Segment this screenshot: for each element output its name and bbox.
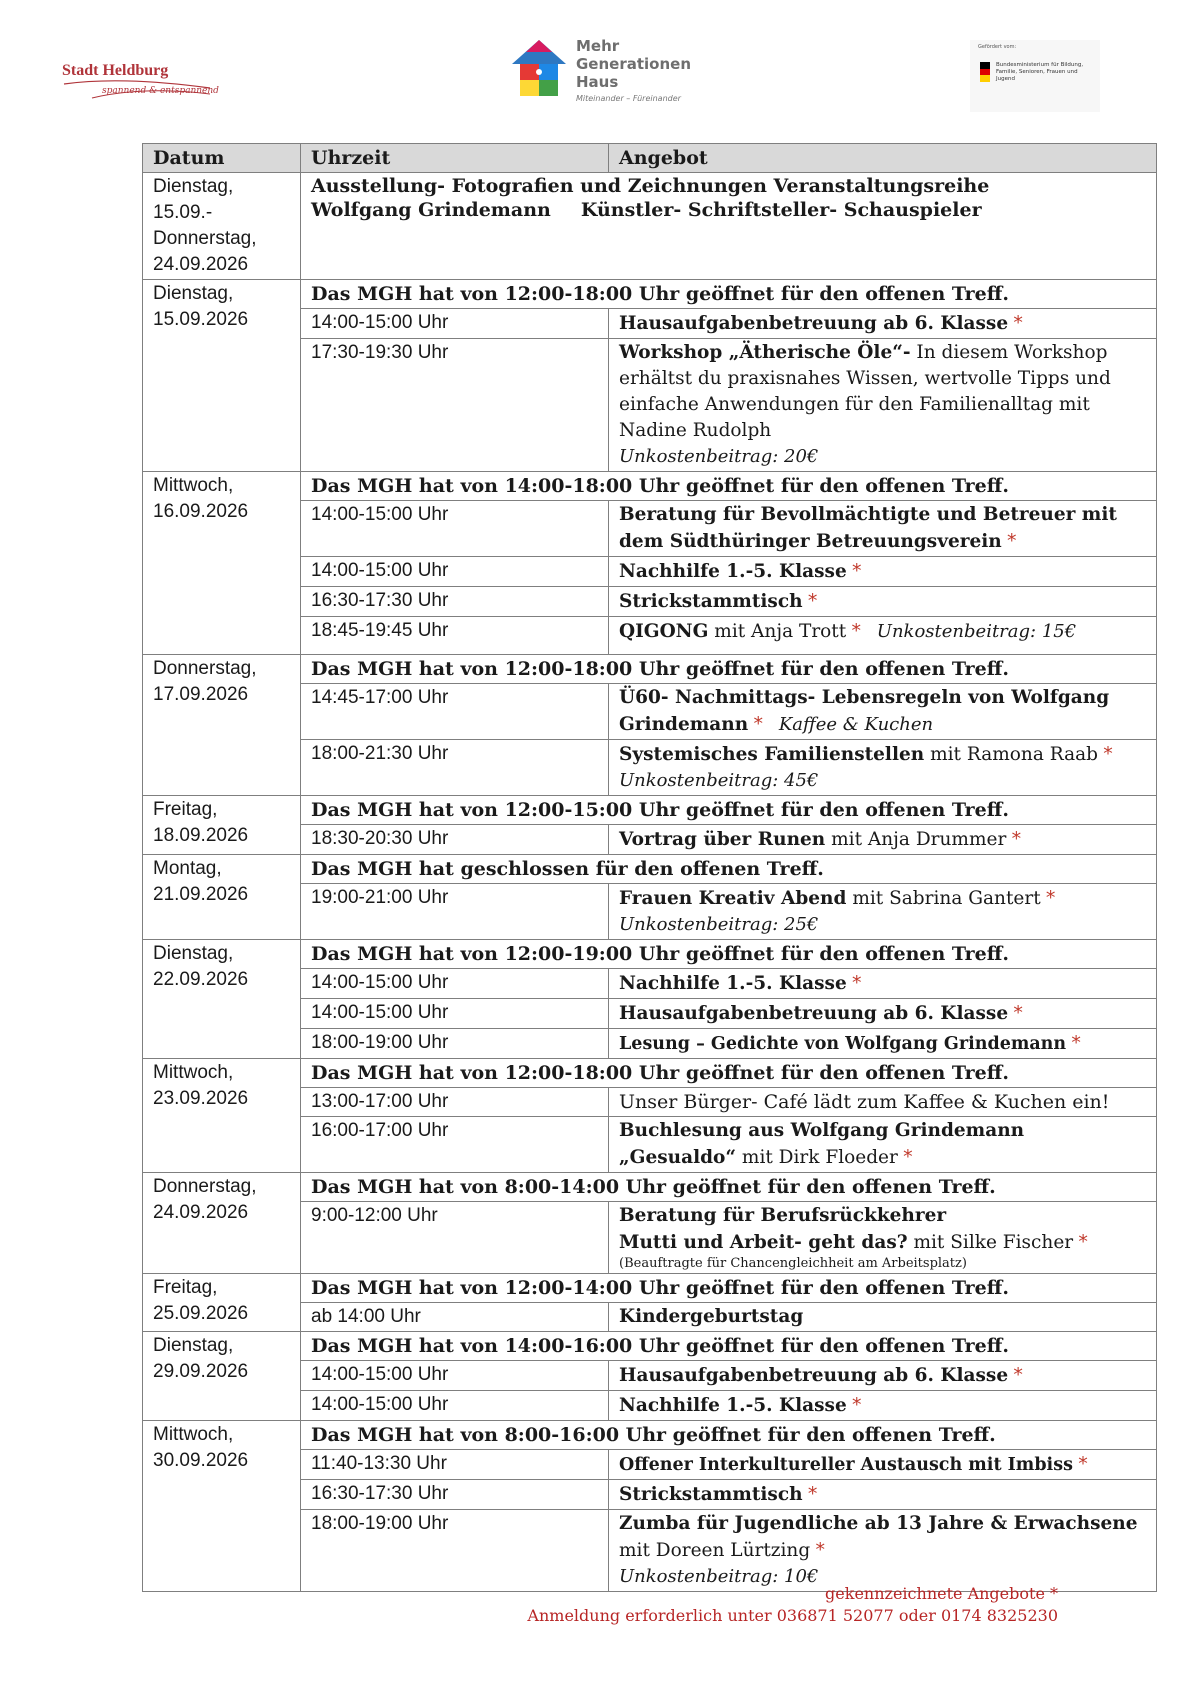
date-cell xyxy=(143,796,301,855)
opening-hours: Das MGH hat von 12:00-19:00 Uhr geöffnet für den offenen Treff. xyxy=(301,940,1157,969)
date-line: 15.09.- xyxy=(153,202,213,223)
date-value: 15.09.2026 xyxy=(153,309,249,330)
date-value: 17.09.2026 xyxy=(153,684,249,705)
opening-hours: Das MGH hat von 12:00-18:00 Uhr geöffnet für den offenen Treff. xyxy=(301,280,1157,309)
time-cell: 16:30-17:30 Uhr xyxy=(301,587,609,617)
offer-title: QIGONG xyxy=(619,621,709,642)
offer-title: Hausaufgabenbetreuung ab 6. Klasse xyxy=(619,1003,1009,1024)
exhibition-cell xyxy=(301,173,1157,280)
table-row xyxy=(143,1173,1157,1202)
offer-title: Kindergeburtstag xyxy=(619,1306,804,1327)
offer-cell xyxy=(609,339,1157,472)
offer-cost: Unkostenbeitrag: 20€ xyxy=(619,446,819,467)
german-flag-icon xyxy=(980,62,990,82)
offer-title: Strickstammtisch xyxy=(619,591,803,612)
date-day: Donnerstag, xyxy=(153,658,257,679)
registration-star: * xyxy=(1013,1002,1023,1024)
offer-cell xyxy=(609,557,1157,587)
offer-cell xyxy=(609,587,1157,617)
header-datum: Datum xyxy=(143,144,301,173)
opening-hours: Das MGH hat von 8:00-16:00 Uhr geöffnet für den offenen Treff. xyxy=(301,1421,1157,1450)
time-cell: 18:45-19:45 Uhr xyxy=(301,617,609,655)
offer-cell xyxy=(609,501,1157,557)
offer-title: Systemisches Familienstellen xyxy=(619,744,925,765)
date-day: Freitag, xyxy=(153,799,218,820)
registration-star: * xyxy=(852,1394,862,1416)
time-cell: ab 14:00 Uhr xyxy=(301,1303,609,1332)
opening-hours: Das MGH hat von 12:00-15:00 Uhr geöffnet für den offenen Treff. xyxy=(301,796,1157,825)
time-cell: 19:00-21:00 Uhr xyxy=(301,884,609,940)
date-day: Mittwoch, xyxy=(153,1424,234,1445)
date-day: Mittwoch, xyxy=(153,1062,234,1083)
date-value: 30.09.2026 xyxy=(153,1450,249,1471)
registration-star: * xyxy=(1045,887,1056,909)
offer-text: mit Dirk Floeder xyxy=(736,1147,898,1168)
time-cell: 18:00-21:30 Uhr xyxy=(301,740,609,796)
header-uhrzeit: Uhrzeit xyxy=(301,144,609,173)
offer-cost: Unkostenbeitrag: 10€ xyxy=(619,1566,819,1587)
table-row xyxy=(143,173,1157,280)
date-value: 23.09.2026 xyxy=(153,1088,249,1109)
offer-cost: Unkostenbeitrag: 45€ xyxy=(619,770,819,791)
date-value: 22.09.2026 xyxy=(153,969,249,990)
registration-star: * xyxy=(852,560,862,582)
opening-hours: Das MGH hat geschlossen für den offenen Treff. xyxy=(301,855,1157,884)
registration-star: * xyxy=(753,713,763,735)
table-header-row xyxy=(143,144,1157,173)
ministry-logo xyxy=(970,40,1100,112)
time-cell: 14:00-15:00 Uhr xyxy=(301,969,609,999)
date-cell xyxy=(143,472,301,655)
time-cell: 17:30-19:30 Uhr xyxy=(301,339,609,472)
date-cell xyxy=(143,855,301,940)
date-day: Montag, xyxy=(153,858,222,879)
offer-cell xyxy=(609,1361,1157,1391)
offer-text: In diesem Workshop erhältst du praxisnahes Wissen, wertvolle Tipps und einfache Anwendungen für den Familienalltag mit Nadine Rudolph xyxy=(619,342,1111,441)
offer-title: Frauen Kreativ Abend xyxy=(619,888,847,909)
opening-hours: Das MGH hat von 12:00-18:00 Uhr geöffnet für den offenen Treff. xyxy=(301,1059,1157,1088)
time-cell: 18:00-19:00 Uhr xyxy=(301,1029,609,1059)
date-cell xyxy=(143,1059,301,1173)
exhibition-artist-roles: Künstler- Schriftsteller- Schauspieler xyxy=(580,199,982,221)
offer-note: (Beauftragte für Chancengleichheit am Arbeitsplatz) xyxy=(619,1256,967,1271)
mehrgenerationenhaus-logo xyxy=(508,38,708,102)
logo-city-name: Stadt Heldburg xyxy=(62,62,169,79)
registration-star: * xyxy=(1007,530,1017,552)
offer-title: Strickstammtisch xyxy=(619,1484,803,1505)
offer-cell xyxy=(609,1480,1157,1510)
offer-cell xyxy=(609,1303,1157,1332)
time-cell: 18:30-20:30 Uhr xyxy=(301,825,609,855)
time-cell: 14:00-15:00 Uhr xyxy=(301,1391,609,1421)
date-day: Donnerstag, xyxy=(153,1176,257,1197)
offer-title: Beratung für Bevollmächtigte und Betreuer mit dem Südthüringer Betreuungsverein xyxy=(619,504,1117,552)
date-day: Freitag, xyxy=(153,1277,218,1298)
date-line: Dienstag, xyxy=(153,176,234,197)
offer-text: mit Anja Drummer xyxy=(825,829,1007,850)
registration-star: * xyxy=(1103,743,1113,765)
date-cell xyxy=(143,173,301,280)
stadt-heldburg-logo xyxy=(62,62,232,112)
exhibition-title: Ausstellung- Fotografien und Zeichnungen Veranstaltungsreihe xyxy=(311,175,990,197)
offer-cell: Unser Bürger- Café lädt zum Kaffee & Kuchen ein! xyxy=(609,1088,1157,1117)
logo-line2: Generationen xyxy=(576,55,692,73)
house-puzzle-icon xyxy=(508,38,570,100)
offer-cell xyxy=(609,969,1157,999)
offer-subtitle: Mutti und Arbeit- geht das? xyxy=(619,1232,908,1253)
opening-hours: Das MGH hat von 8:00-14:00 Uhr geöffnet für den offenen Treff. xyxy=(301,1173,1157,1202)
offer-text: mit Doreen Lürtzing xyxy=(619,1540,811,1561)
time-cell: 11:40-13:30 Uhr xyxy=(301,1450,609,1480)
time-cell: 14:00-15:00 Uhr xyxy=(301,999,609,1029)
offer-extra: Kaffee & Kuchen xyxy=(778,714,934,735)
opening-hours: Das MGH hat von 12:00-14:00 Uhr geöffnet für den offenen Treff. xyxy=(301,1274,1157,1303)
registration-star: * xyxy=(807,590,818,612)
offer-cell xyxy=(609,617,1157,655)
date-cell xyxy=(143,1173,301,1274)
offer-cell xyxy=(609,1202,1157,1274)
date-value: 29.09.2026 xyxy=(153,1361,249,1382)
table-row xyxy=(143,280,1157,309)
logo-line1: Mehr xyxy=(576,37,620,55)
time-cell: 13:00-17:00 Uhr xyxy=(301,1088,609,1117)
table-row xyxy=(143,472,1157,501)
registration-star: * xyxy=(1078,1453,1088,1475)
table-row xyxy=(143,1332,1157,1361)
table-row xyxy=(143,655,1157,684)
offer-text: mit Silke Fischer xyxy=(907,1232,1074,1253)
date-day: Dienstag, xyxy=(153,943,234,964)
registration-star: * xyxy=(852,972,862,994)
offer-title: Lesung – Gedichte von Wolfgang Grindemann xyxy=(619,1034,1067,1054)
offer-cell xyxy=(609,884,1157,940)
date-cell xyxy=(143,280,301,472)
logo-tagline: Miteinander – Füreinander xyxy=(576,94,681,103)
date-cell xyxy=(143,1421,301,1592)
date-value: 24.09.2026 xyxy=(153,1202,249,1223)
date-line: Donnerstag, xyxy=(153,228,257,249)
time-cell: 14:45-17:00 Uhr xyxy=(301,684,609,740)
offer-title: Ü60- Nachmittags- Lebensregeln von Wolfgang Grindemann xyxy=(619,687,1110,735)
time-cell: 16:00-17:00 Uhr xyxy=(301,1117,609,1173)
footer-registration-phone: Anmeldung erforderlich unter 036871 52077 oder 0174 8325230 xyxy=(527,1606,1058,1625)
offer-title: Vortrag über Runen xyxy=(619,829,826,850)
date-value: 25.09.2026 xyxy=(153,1303,249,1324)
registration-footer xyxy=(527,1583,1058,1627)
offer-cell xyxy=(609,1029,1157,1059)
offer-cost: Unkostenbeitrag: 25€ xyxy=(619,914,819,935)
offer-cell xyxy=(609,999,1157,1029)
registration-star: * xyxy=(1078,1231,1088,1253)
ministry-name: Bundesministerium für Bildung, Familie, Senioren, Frauen und Jugend xyxy=(996,62,1084,82)
registration-star: * xyxy=(815,1539,825,1561)
time-cell: 14:00-15:00 Uhr xyxy=(301,557,609,587)
time-cell: 9:00-12:00 Uhr xyxy=(301,1202,609,1274)
page-header xyxy=(0,0,1190,120)
footer-marked-offers: gekennzeichnete Angebote * xyxy=(825,1584,1058,1603)
time-cell: 14:00-15:00 Uhr xyxy=(301,1361,609,1391)
date-day: Dienstag, xyxy=(153,283,234,304)
table-row xyxy=(143,1421,1157,1450)
offer-cell xyxy=(609,1450,1157,1480)
time-cell: 14:00-15:00 Uhr xyxy=(301,501,609,557)
offer-title: Nachhilfe 1.-5. Klasse xyxy=(619,1395,847,1416)
schedule-table xyxy=(142,143,1157,1592)
offer-cell xyxy=(609,1391,1157,1421)
date-cell xyxy=(143,1332,301,1421)
offer-cell xyxy=(609,1510,1157,1592)
exhibition-artist: Wolfgang Grindemann xyxy=(311,199,551,221)
offer-text: mit Ramona Raab xyxy=(924,744,1099,765)
offer-title: Beratung für Berufsrückkehrer xyxy=(619,1205,947,1226)
header-angebot: Angebot xyxy=(609,144,1157,173)
offer-text: mit Sabrina Gantert xyxy=(846,888,1041,909)
time-cell: 16:30-17:30 Uhr xyxy=(301,1480,609,1510)
offer-title: Zumba für Jugendliche ab 13 Jahre & Erwachsene xyxy=(619,1513,1138,1534)
date-cell xyxy=(143,1274,301,1332)
registration-star: * xyxy=(1011,828,1022,850)
offer-cost: Unkostenbeitrag: 15€ xyxy=(876,621,1077,642)
registration-star: * xyxy=(1071,1032,1081,1054)
date-day: Dienstag, xyxy=(153,1335,234,1356)
gefoerdert-label: Gefördert vom: xyxy=(978,44,1017,50)
offer-title: Buchlesung aus Wolfgang Grindemann „Gesualdo“ xyxy=(619,1120,1025,1168)
time-cell: 18:00-19:00 Uhr xyxy=(301,1510,609,1592)
registration-star: * xyxy=(807,1483,818,1505)
logo-tagline: spannend & entspannend xyxy=(102,86,219,96)
date-cell xyxy=(143,940,301,1059)
offer-cell xyxy=(609,1117,1157,1173)
date-value: 16.09.2026 xyxy=(153,501,249,522)
table-row xyxy=(143,796,1157,825)
offer-title: Nachhilfe 1.-5. Klasse xyxy=(619,973,847,994)
offer-cell xyxy=(609,825,1157,855)
offer-title: Offener Interkultureller Austausch mit Imbiss xyxy=(619,1455,1073,1475)
registration-star: * xyxy=(1013,1364,1023,1386)
table-row xyxy=(143,940,1157,969)
opening-hours: Das MGH hat von 12:00-18:00 Uhr geöffnet für den offenen Treff. xyxy=(301,655,1157,684)
registration-star: * xyxy=(1013,312,1023,334)
offer-title: Hausaufgabenbetreuung ab 6. Klasse xyxy=(619,1365,1009,1386)
offer-cell xyxy=(609,684,1157,740)
table-row xyxy=(143,1274,1157,1303)
date-cell xyxy=(143,655,301,796)
date-line: 24.09.2026 xyxy=(153,254,249,275)
offer-cell xyxy=(609,309,1157,339)
opening-hours: Das MGH hat von 14:00-18:00 Uhr geöffnet für den offenen Treff. xyxy=(301,472,1157,501)
time-cell: 14:00-15:00 Uhr xyxy=(301,309,609,339)
registration-star: * xyxy=(851,620,861,642)
date-value: 21.09.2026 xyxy=(153,884,249,905)
offer-title: Hausaufgabenbetreuung ab 6. Klasse xyxy=(619,313,1009,334)
offer-title: Workshop „Ätherische Öle“- xyxy=(619,342,911,363)
offer-cell xyxy=(609,740,1157,796)
registration-star: * xyxy=(903,1146,913,1168)
date-value: 18.09.2026 xyxy=(153,825,249,846)
opening-hours: Das MGH hat von 14:00-16:00 Uhr geöffnet für den offenen Treff. xyxy=(301,1332,1157,1361)
logo-line3: Haus xyxy=(576,73,619,91)
offer-title: Nachhilfe 1.-5. Klasse xyxy=(619,561,847,582)
table-row xyxy=(143,855,1157,884)
offer-text: mit Anja Trott xyxy=(708,621,847,642)
table-row xyxy=(143,1059,1157,1088)
date-day: Mittwoch, xyxy=(153,475,234,496)
